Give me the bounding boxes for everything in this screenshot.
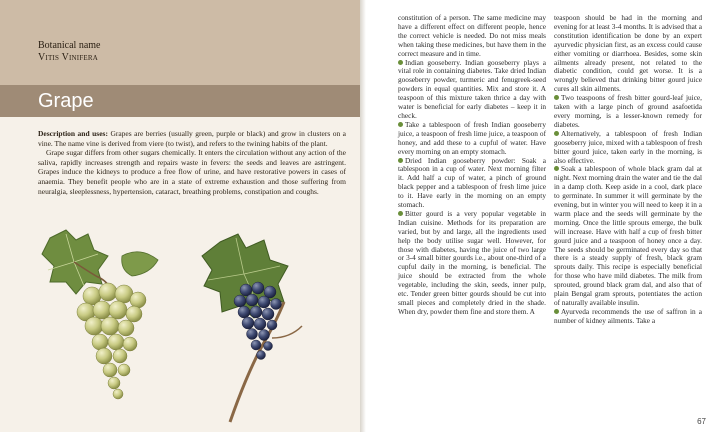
page-number: 67 <box>697 417 706 426</box>
list-item <box>554 308 702 326</box>
botanical-name: Vitis Vinifera <box>38 52 99 63</box>
description-paragraph <box>38 129 346 148</box>
botanical-block <box>38 40 100 64</box>
paragraph <box>554 14 702 94</box>
title-band <box>0 85 360 117</box>
description-heading: Description and uses: <box>38 129 108 138</box>
description-text: Grapes are berries (usually green, purple or black) and grow in clusters on a vine. The name vine is derived from viere (to twist), and refers to the twining habits of the plant. <box>38 129 346 148</box>
list-item-text: Soak a tablespoon of whole black gram dal at night. Next morning drain the water and tie the dal in a damp cloth. Keep aside in a cool, dark place to germinate. In summer it will germinate by the evening, but in winter you will need to keep it in a warm place and the seeds will germinate by the morning. Once the little sprouts emerge, the bulk will increase. Have with half a cup of fresh bitter gourd juice and a teaspoon of honey once a day. The seeds should be germinated every day so that there is a steady supply of fresh, black gram sprouts daily. This recipe is especially beneficial for those who have mild diabetes. The milk from sprouted, ground black gram dal, and also that of plain Bengal gram sprouts, potentiates the action of naturally available insulin. <box>554 164 702 307</box>
grape-illustration <box>40 226 340 426</box>
grape-leaf-icon <box>42 230 108 294</box>
list-item-text: Dried Indian gooseberry powder: Soak a tablespoon in a cup of water. Next morning filter it. Add half a cup of water, a pinch of ground black pepper and a tablespoon of fresh lime juice to it. Have early in the morning on an empty stomach. <box>398 155 546 210</box>
purple-grape-cluster-icon <box>234 282 282 360</box>
list-item <box>554 130 702 166</box>
text-column-1 <box>398 14 546 317</box>
bullet-icon <box>398 211 403 216</box>
list-item <box>554 165 702 308</box>
list-item-text: Ayurveda recommends the use of saffron in a number of kidney ailments. Take a <box>554 306 702 325</box>
paragraph-text: constitution of a person. The same medicine may have a different effect on different people, hence the correct vehicle is needed. Do not miss meals when taking these medicines, but have them in the correct measure and in time. <box>398 13 546 58</box>
bullet-icon <box>398 158 403 163</box>
list-item <box>554 94 702 130</box>
botanical-label: Botanical name <box>38 40 101 51</box>
list-item-text: Indian gooseberry. Indian gooseberry plays a vital role in containing diabetes. Take dried Indian gooseberry powder, turmeric and fenugreek-seed powders in equal quantities. Mix and store it. A teaspoon of this mixture taken thrice a day with water is beneficial for early diabetes – keep it in check. <box>398 57 546 120</box>
description <box>38 129 346 196</box>
list-item <box>398 121 546 157</box>
paragraph <box>398 14 546 59</box>
list-item-text: Bitter gourd is a very popular vegetable in Indian cuisine. Methods for its preparation are varied, but by and large, all the ingredients used help the body utilise sugar well. However, for those with diabetes, having the juice of two large or 3-4 small bitter gourds i.e., about one-third of a cupful daily in the morning, is beneficial. The juice should be extracted from the whole vegetable, including the skin, seeds, inner pulp, etc. Tender green bitter gourds should be cut into small pieces and completely dried in the shade. When dry, powder them fine and store them. A <box>398 208 546 316</box>
list-item <box>398 210 546 317</box>
bullet-icon <box>554 131 559 136</box>
bullet-icon <box>554 166 559 171</box>
paragraph-text: teaspoon should be had in the morning and evening for at least 3-4 months. It is advised that a constitution identification be done by an expert ayurvedic physician first, as an excess could cause either vomiting or diarrhoea. Besides, some skin ailments already present, not related to the diabetic condition, could get worse. It is a wrongly believed that drinking bitter gourd juice cures all skin ailments. <box>554 13 702 94</box>
list-item-text: Two teaspoons of fresh bitter gourd-leaf juice, taken with a large pinch of ground asafoetida every morning, is a lesser-known remedy for diabetes. <box>554 93 702 129</box>
tendril-icon <box>272 326 302 338</box>
right-page <box>366 0 720 432</box>
description-paragraph-2: Grape sugar differs from other sugars chemically. It enters the circulation without any action of the saliva, rapidly increases strength and repairs waste in fevers: the seeds and leaves are astringent. Grapes induce the kidneys to produce a free flow of urine, and have restorative powers in cases of anaemia. They benefit people who are in a state of extreme exhaustion and those suffering from neuralgia, sleeplessness, hypertension, cataract, breathing problems, constipation and coughs. <box>38 148 346 196</box>
list-item-text: Alternatively, a tablespoon of fresh Indian gooseberry juice, mixed with a tablespoon of fresh bitter gourd juice, taken early in the morning, is also effective. <box>554 128 702 165</box>
text-column-2 <box>554 14 702 326</box>
page-title: Grape <box>38 90 94 112</box>
bullet-icon <box>554 309 559 314</box>
bullet-icon <box>398 60 403 65</box>
bullet-icon <box>398 122 403 127</box>
list-item-text: Take a tablespoon of fresh Indian gooseberry juice, a teaspoon of fresh lime juice, a teaspoon of honey, and add these to a cupful of water. Have every morning on an empty stomach. <box>398 119 546 156</box>
list-item <box>398 157 546 210</box>
bullet-icon <box>554 95 559 100</box>
list-item <box>398 59 546 121</box>
